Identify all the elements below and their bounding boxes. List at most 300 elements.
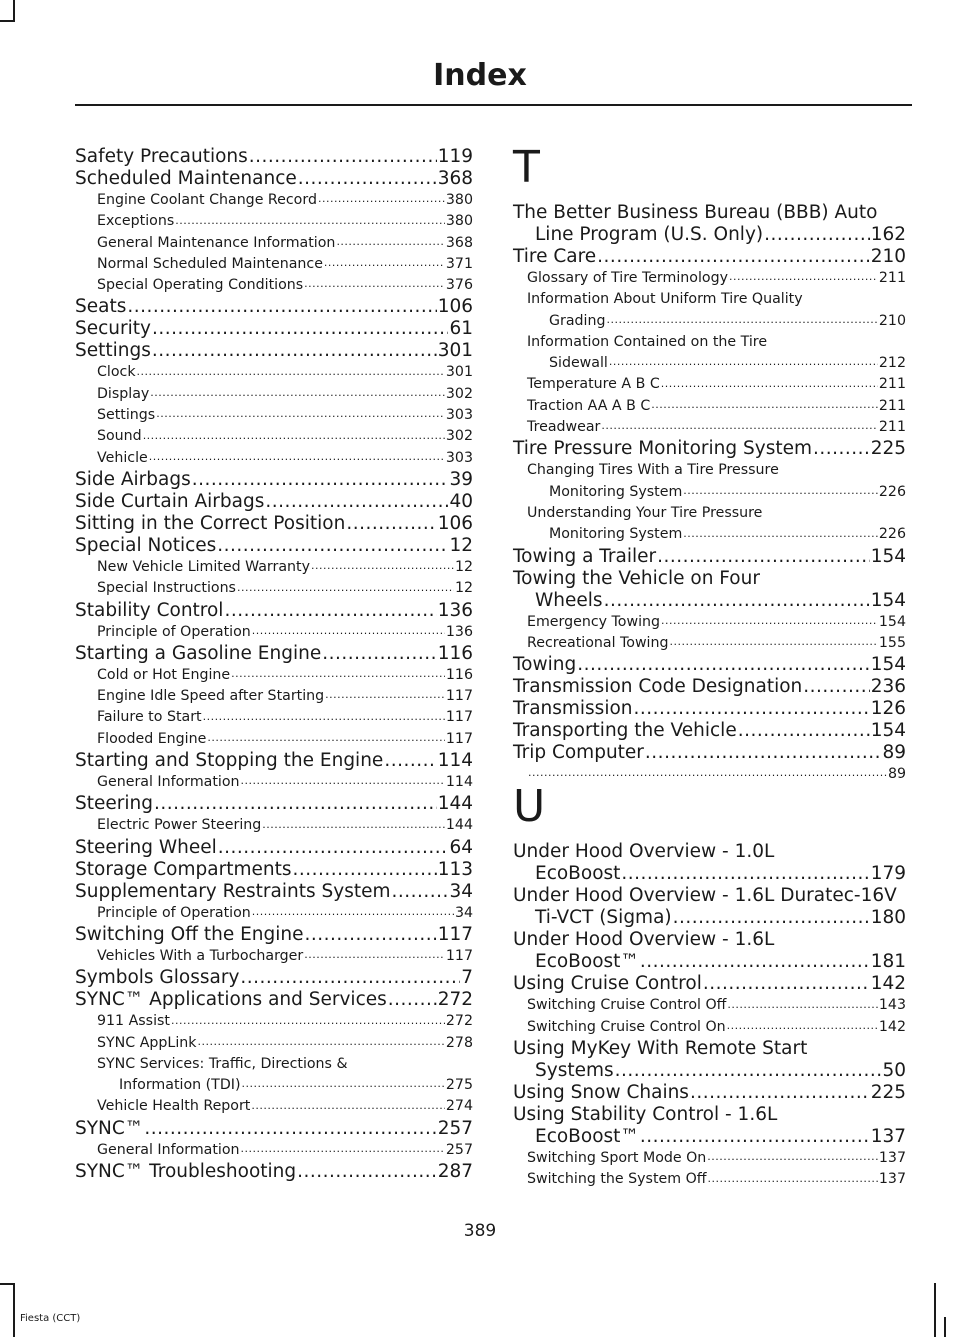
entry-text: Using Snow Chains — [513, 1082, 689, 1104]
crop-mark — [0, 1283, 15, 1285]
dot-leader — [683, 482, 878, 503]
entry-text: Principle of Operation — [97, 622, 252, 643]
entry-text: Side Airbags — [75, 468, 191, 490]
dot-leader — [217, 535, 448, 557]
entry-text: Glossary of Tire Terminology — [527, 268, 729, 289]
dot-leader — [218, 837, 449, 859]
dot-leader — [249, 146, 437, 168]
entry-text: Information (TDI) — [119, 1075, 241, 1096]
index-entry — [513, 885, 906, 929]
entry-page-number: 113 — [437, 858, 473, 880]
dot-leader — [640, 1126, 870, 1148]
index-subentry — [513, 460, 906, 503]
dot-leader — [231, 665, 445, 686]
dot-leader — [175, 211, 445, 232]
dot-leader — [346, 513, 436, 535]
entry-page-number: 34 — [449, 880, 473, 902]
entry-page-number: 144 — [445, 817, 473, 834]
entry-text: General Information — [97, 772, 241, 793]
entry-text: Security — [75, 318, 151, 340]
entry-text: Using Cruise Control — [513, 973, 702, 995]
entry-page-number: 210 — [878, 312, 906, 329]
entry-text: EcoBoost — [535, 863, 621, 885]
index-entry — [513, 438, 906, 460]
dot-leader — [240, 967, 460, 989]
index-subentry — [75, 254, 473, 275]
dot-leader — [690, 1082, 870, 1104]
entry-label-continued — [513, 951, 906, 973]
entry-page-number: 39 — [449, 468, 473, 490]
crop-mark — [944, 1317, 946, 1337]
dot-leader — [311, 557, 454, 578]
entry-page-number: 301 — [437, 340, 473, 362]
dot-leader — [640, 951, 870, 973]
entry-page-number: 368 — [445, 234, 473, 251]
entry-page-number: 137 — [878, 1171, 906, 1188]
dot-leader — [803, 676, 869, 698]
dot-leader — [336, 233, 444, 254]
dot-leader — [149, 448, 445, 469]
entry-page-number: 106 — [437, 512, 473, 534]
dot-leader — [144, 1118, 436, 1140]
index-entry — [75, 340, 473, 362]
entry-page-number: 136 — [437, 599, 473, 621]
index-subentry — [513, 633, 906, 654]
model-label: Fiesta (CCT) — [20, 1313, 81, 1324]
entry-page-number: 12 — [449, 534, 473, 556]
entry-page-number: 12 — [454, 580, 473, 597]
index-column-left — [75, 146, 473, 1183]
index-entry — [513, 654, 906, 676]
entry-text: Treadwear — [527, 417, 601, 438]
index-subentry — [513, 289, 906, 332]
entry-label: Changing Tires With a Tire Pressure — [527, 462, 779, 479]
index-subentry — [513, 374, 906, 395]
entry-text: New Vehicle Limited Warranty — [97, 557, 311, 578]
entry-label: Information About Uniform Tire Quality — [527, 291, 803, 308]
entry-text: General Maintenance Information — [97, 233, 336, 254]
entry-label: Towing the Vehicle on Four — [513, 567, 760, 589]
dot-leader — [615, 1060, 882, 1082]
dot-leader — [203, 707, 445, 728]
index-entry — [75, 513, 473, 535]
dot-leader — [325, 686, 445, 707]
index-subentry — [75, 1054, 473, 1097]
index-column-right — [513, 142, 906, 1191]
index-entry — [513, 973, 906, 995]
index-subentry — [513, 995, 906, 1016]
index-entry — [75, 643, 473, 665]
entry-text: Special Instructions — [97, 578, 237, 599]
entry-text: SYNC™ Applications and Services — [75, 989, 387, 1011]
entry-page-number: 376 — [445, 277, 473, 294]
entry-text: Cold or Hot Engine — [97, 665, 231, 686]
dot-leader — [727, 1017, 878, 1038]
entry-text: Towing a Trailer — [513, 545, 657, 567]
index-subentry — [513, 1169, 906, 1190]
index-entry — [513, 546, 906, 568]
entry-page-number: 117 — [445, 947, 473, 964]
dot-leader — [297, 1161, 437, 1183]
entry-text: EcoBoost™ — [535, 1126, 639, 1148]
entry-text: Line Program (U.S. Only) — [535, 224, 764, 245]
index-subentry — [75, 686, 473, 707]
dot-leader — [657, 546, 870, 568]
entry-page-number: 212 — [878, 355, 906, 372]
entry-text: Scheduled Maintenance — [75, 168, 297, 189]
index-subentry — [75, 578, 473, 599]
entry-page-number: 278 — [445, 1034, 473, 1051]
dot-leader — [237, 578, 454, 599]
dot-leader — [683, 524, 878, 545]
index-subentry — [75, 426, 473, 447]
dot-leader — [192, 469, 449, 491]
entry-label-continued — [513, 863, 906, 885]
entry-text: Transmission Code Designation — [513, 676, 803, 698]
entry-page-number: 142 — [870, 973, 906, 995]
index-entry — [75, 750, 473, 772]
index-entry — [513, 929, 906, 973]
index-subentry — [513, 764, 906, 785]
dot-leader — [661, 374, 878, 395]
dot-leader — [171, 1011, 445, 1032]
entry-label-continued — [513, 590, 906, 612]
dot-leader — [597, 246, 870, 268]
entry-page-number: 7 — [461, 967, 473, 989]
entry-page-number: 89 — [887, 766, 906, 783]
entry-text: Flooded Engine — [97, 729, 207, 750]
dot-leader — [298, 168, 437, 190]
entry-text: SYNC™ — [75, 1117, 144, 1139]
entry-page-number: 144 — [437, 793, 473, 815]
entry-text: Traction AA A B C — [527, 396, 651, 417]
crop-mark — [13, 0, 15, 22]
entry-text: Symbols Glossary — [75, 967, 240, 989]
entry-text: Steering — [75, 793, 153, 815]
entry-text: Starting a Gasoline Engine — [75, 642, 322, 664]
dot-leader — [265, 491, 448, 513]
entry-text: Trip Computer — [513, 742, 644, 764]
entry-page-number: 380 — [445, 192, 473, 208]
entry-page-number: 225 — [870, 438, 906, 460]
dot-leader — [318, 190, 445, 211]
crop-mark — [13, 1283, 15, 1337]
index-subentry — [75, 1140, 473, 1161]
index-subentry — [75, 707, 473, 728]
dot-leader — [252, 622, 445, 643]
index-entry — [75, 1161, 473, 1183]
dot-leader — [137, 362, 445, 383]
entry-page-number: 154 — [870, 545, 906, 567]
entry-text: Display — [97, 384, 150, 405]
entry-page-number: 301 — [445, 364, 473, 381]
index-subentry — [75, 557, 473, 578]
index-entry — [75, 318, 473, 340]
entry-text: Storage Compartments — [75, 858, 292, 880]
entry-page-number: 272 — [445, 1013, 473, 1030]
entry-text: Switching Cruise Control Off — [527, 995, 727, 1016]
dot-leader — [727, 995, 878, 1016]
index-entry — [75, 859, 473, 881]
index-subentry — [513, 503, 906, 546]
entry-label: Under Hood Overview - 1.6L Duratec-16V — [513, 885, 897, 907]
index-entry — [75, 469, 473, 491]
dot-leader — [150, 384, 445, 405]
dot-leader — [152, 318, 448, 340]
entry-text: Failure to Start — [97, 707, 203, 728]
index-subentry — [513, 1148, 906, 1169]
entry-page-number: 117 — [437, 923, 473, 945]
entry-label-continued — [513, 224, 906, 246]
entry-label-continued — [513, 907, 906, 929]
dot-leader — [251, 1096, 445, 1117]
entry-page-number: 117 — [445, 730, 473, 747]
entry-page-number: 154 — [870, 654, 906, 676]
entry-text: Switching the System Off — [527, 1169, 708, 1190]
entry-page-number: 34 — [454, 904, 473, 921]
entry-text: Special Notices — [75, 534, 217, 556]
entry-text: Temperature A B C — [527, 374, 661, 395]
index-subentry — [75, 190, 473, 211]
entry-page-number: 274 — [445, 1098, 473, 1115]
entry-text: Clock — [97, 362, 137, 383]
entry-text: Sound — [97, 426, 143, 447]
entry-page-number: 181 — [870, 951, 906, 973]
entry-text: Special Operating Conditions — [97, 275, 304, 296]
dot-leader — [645, 742, 882, 764]
index-entry — [75, 1118, 473, 1140]
entry-text: Steering Wheel — [75, 836, 217, 858]
entry-text: Electric Power Steering — [97, 815, 262, 836]
entry-page-number: 116 — [437, 642, 473, 664]
dot-leader — [224, 600, 436, 622]
dot-leader — [305, 924, 437, 946]
dot-leader — [388, 989, 437, 1011]
entry-page-number: 64 — [449, 836, 473, 858]
entry-page-number: 211 — [878, 397, 906, 414]
entry-page-number: 236 — [870, 676, 906, 698]
entry-page-number: 211 — [878, 270, 906, 286]
dot-leader — [262, 815, 445, 836]
entry-page-number: 302 — [445, 385, 473, 402]
index-subentry — [75, 903, 473, 924]
dot-leader — [609, 353, 878, 374]
dot-leader — [606, 311, 877, 332]
entry-page-number: 136 — [445, 623, 473, 640]
entry-text: Principle of Operation — [97, 903, 252, 924]
entry-text: Transporting the Vehicle — [513, 720, 737, 742]
dot-leader — [661, 612, 878, 633]
index-entry — [75, 793, 473, 815]
dot-leader — [241, 772, 445, 793]
entry-page-number: 137 — [878, 1150, 906, 1167]
entry-text: Switching Cruise Control On — [527, 1017, 727, 1038]
dot-leader — [673, 907, 870, 929]
entry-page-number: 302 — [445, 428, 473, 445]
entry-text: Stability Control — [75, 599, 224, 621]
index-subentry — [513, 417, 906, 438]
entry-text: Wheels — [535, 589, 603, 611]
index-entry — [513, 676, 906, 698]
index-subentry — [75, 665, 473, 686]
entry-page-number: 50 — [882, 1060, 906, 1082]
entry-label: Information Contained on the Tire — [527, 333, 768, 350]
entry-page-number: 137 — [870, 1126, 906, 1148]
section-letter: T — [513, 142, 540, 193]
page-title: Index — [433, 58, 527, 93]
dot-leader — [304, 275, 445, 296]
dot-leader — [703, 973, 870, 995]
entry-page-number: 226 — [878, 483, 906, 500]
dot-leader — [143, 426, 445, 447]
entry-page-number: 272 — [437, 989, 473, 1011]
entry-page-number: 40 — [449, 490, 473, 512]
dot-leader — [621, 863, 869, 885]
dot-leader — [670, 633, 878, 654]
index-subentry — [75, 1011, 473, 1032]
entry-text: Switching Sport Mode On — [527, 1148, 707, 1169]
index-entry — [513, 1038, 906, 1082]
dot-leader — [764, 224, 870, 246]
dot-leader — [152, 340, 437, 362]
entry-text: Engine Coolant Change Record — [97, 190, 318, 211]
dot-leader — [392, 881, 449, 903]
entry-page-number: 180 — [870, 907, 906, 929]
entry-text: Settings — [75, 340, 151, 362]
dot-leader — [241, 1075, 444, 1096]
entry-label-continued — [527, 482, 906, 503]
index-subentry — [75, 275, 473, 296]
index-entry — [75, 881, 473, 903]
entry-text: Grading — [549, 311, 606, 332]
index-entry — [75, 168, 473, 190]
entry-page-number: 179 — [870, 863, 906, 885]
dot-leader — [304, 946, 445, 967]
dot-leader — [738, 720, 870, 742]
index-entry — [75, 296, 473, 318]
entry-label: The Better Business Bureau (BBB) Auto — [513, 202, 878, 223]
entry-page-number: 257 — [437, 1117, 473, 1139]
entry-label: Under Hood Overview - 1.0L — [513, 841, 775, 863]
entry-text: Normal Scheduled Maintenance — [97, 254, 324, 275]
entry-text: Safety Precautions — [75, 146, 248, 167]
index-subentry — [75, 772, 473, 793]
index-entry — [513, 202, 906, 246]
entry-text: SYNC AppLink — [97, 1033, 197, 1054]
entry-page-number: 162 — [870, 224, 906, 245]
entry-page-number: 154 — [878, 613, 906, 630]
index-entry — [75, 924, 473, 946]
entry-text: 911 Assist — [97, 1011, 171, 1032]
entry-text: SYNC™ Troubleshooting — [75, 1161, 297, 1183]
entry-page-number: 143 — [878, 997, 906, 1014]
entry-text: Vehicles With a Turbocharger — [97, 946, 304, 967]
entry-page-number: 116 — [445, 666, 473, 683]
dot-leader — [634, 698, 870, 720]
index-entry — [75, 837, 473, 859]
entry-label-continued — [527, 524, 906, 545]
entry-text: Towing — [513, 654, 577, 676]
dot-leader — [324, 254, 445, 275]
entry-label: Under Hood Overview - 1.6L — [513, 929, 775, 951]
entry-page-number: 117 — [445, 688, 473, 705]
index-subentry — [75, 729, 473, 750]
index-entry — [75, 600, 473, 622]
entry-text: Tire Pressure Monitoring System — [513, 438, 813, 460]
entry-page-number: 303 — [445, 407, 473, 424]
index-entry — [513, 720, 906, 742]
entry-text: Monitoring System — [549, 482, 683, 503]
entry-page-number: 106 — [437, 296, 473, 318]
entry-page-number: 154 — [870, 589, 906, 611]
dot-leader — [604, 590, 870, 612]
index-entry — [513, 1104, 906, 1148]
index-subentry — [513, 612, 906, 633]
entry-text: Switching Off the Engine — [75, 923, 304, 945]
dot-leader — [156, 405, 445, 426]
entry-page-number: 155 — [878, 634, 906, 651]
entry-page-number: 257 — [445, 1141, 473, 1158]
index-subentry — [75, 1096, 473, 1117]
index-subentry — [75, 622, 473, 643]
entry-label-continued — [527, 311, 906, 332]
index-entry — [75, 535, 473, 557]
dot-leader — [577, 654, 869, 676]
entry-page-number: 154 — [870, 720, 906, 742]
entry-page-number: 12 — [454, 558, 473, 575]
index-subentry — [75, 448, 473, 469]
entry-page-number: 368 — [437, 168, 473, 189]
index-entry — [75, 989, 473, 1011]
dot-leader — [207, 729, 445, 750]
dot-leader — [241, 1140, 445, 1161]
dot-leader — [528, 764, 887, 785]
entry-page-number: 211 — [878, 376, 906, 393]
index-subentry — [75, 815, 473, 836]
section-letter: U — [513, 781, 546, 833]
index-entry — [513, 841, 906, 885]
dot-leader — [252, 903, 454, 924]
entry-text: Systems — [535, 1060, 614, 1082]
entry-page-number: 119 — [437, 146, 473, 167]
entry-text: Engine Idle Speed after Starting — [97, 686, 325, 707]
entry-text: Ti-VCT (Sigma) — [535, 907, 672, 929]
index-entry — [513, 568, 906, 612]
entry-page-number: 380 — [445, 213, 473, 230]
entry-label-continued — [513, 1126, 906, 1148]
entry-label: Understanding Your Tire Pressure — [527, 504, 763, 521]
index-entry — [513, 1082, 906, 1104]
page-number: 389 — [463, 1221, 497, 1241]
entry-page-number: 89 — [882, 742, 906, 764]
dot-leader — [322, 643, 436, 665]
dot-leader — [707, 1148, 878, 1169]
entry-page-number: 287 — [437, 1161, 473, 1183]
index-entry — [75, 146, 473, 168]
dot-leader — [197, 1033, 444, 1054]
index-subentry — [513, 1017, 906, 1038]
entry-text: Supplementary Restraints System — [75, 880, 391, 902]
dot-leader — [601, 417, 878, 438]
entry-page-number: 117 — [445, 709, 473, 726]
index-entry — [513, 246, 906, 268]
index-subentry — [513, 396, 906, 417]
entry-text: Starting and Stopping the Engine — [75, 750, 384, 772]
entry-text: EcoBoost™ — [535, 951, 639, 973]
entry-page-number: 275 — [445, 1077, 473, 1094]
index-entry — [513, 698, 906, 720]
index-subentry — [75, 405, 473, 426]
